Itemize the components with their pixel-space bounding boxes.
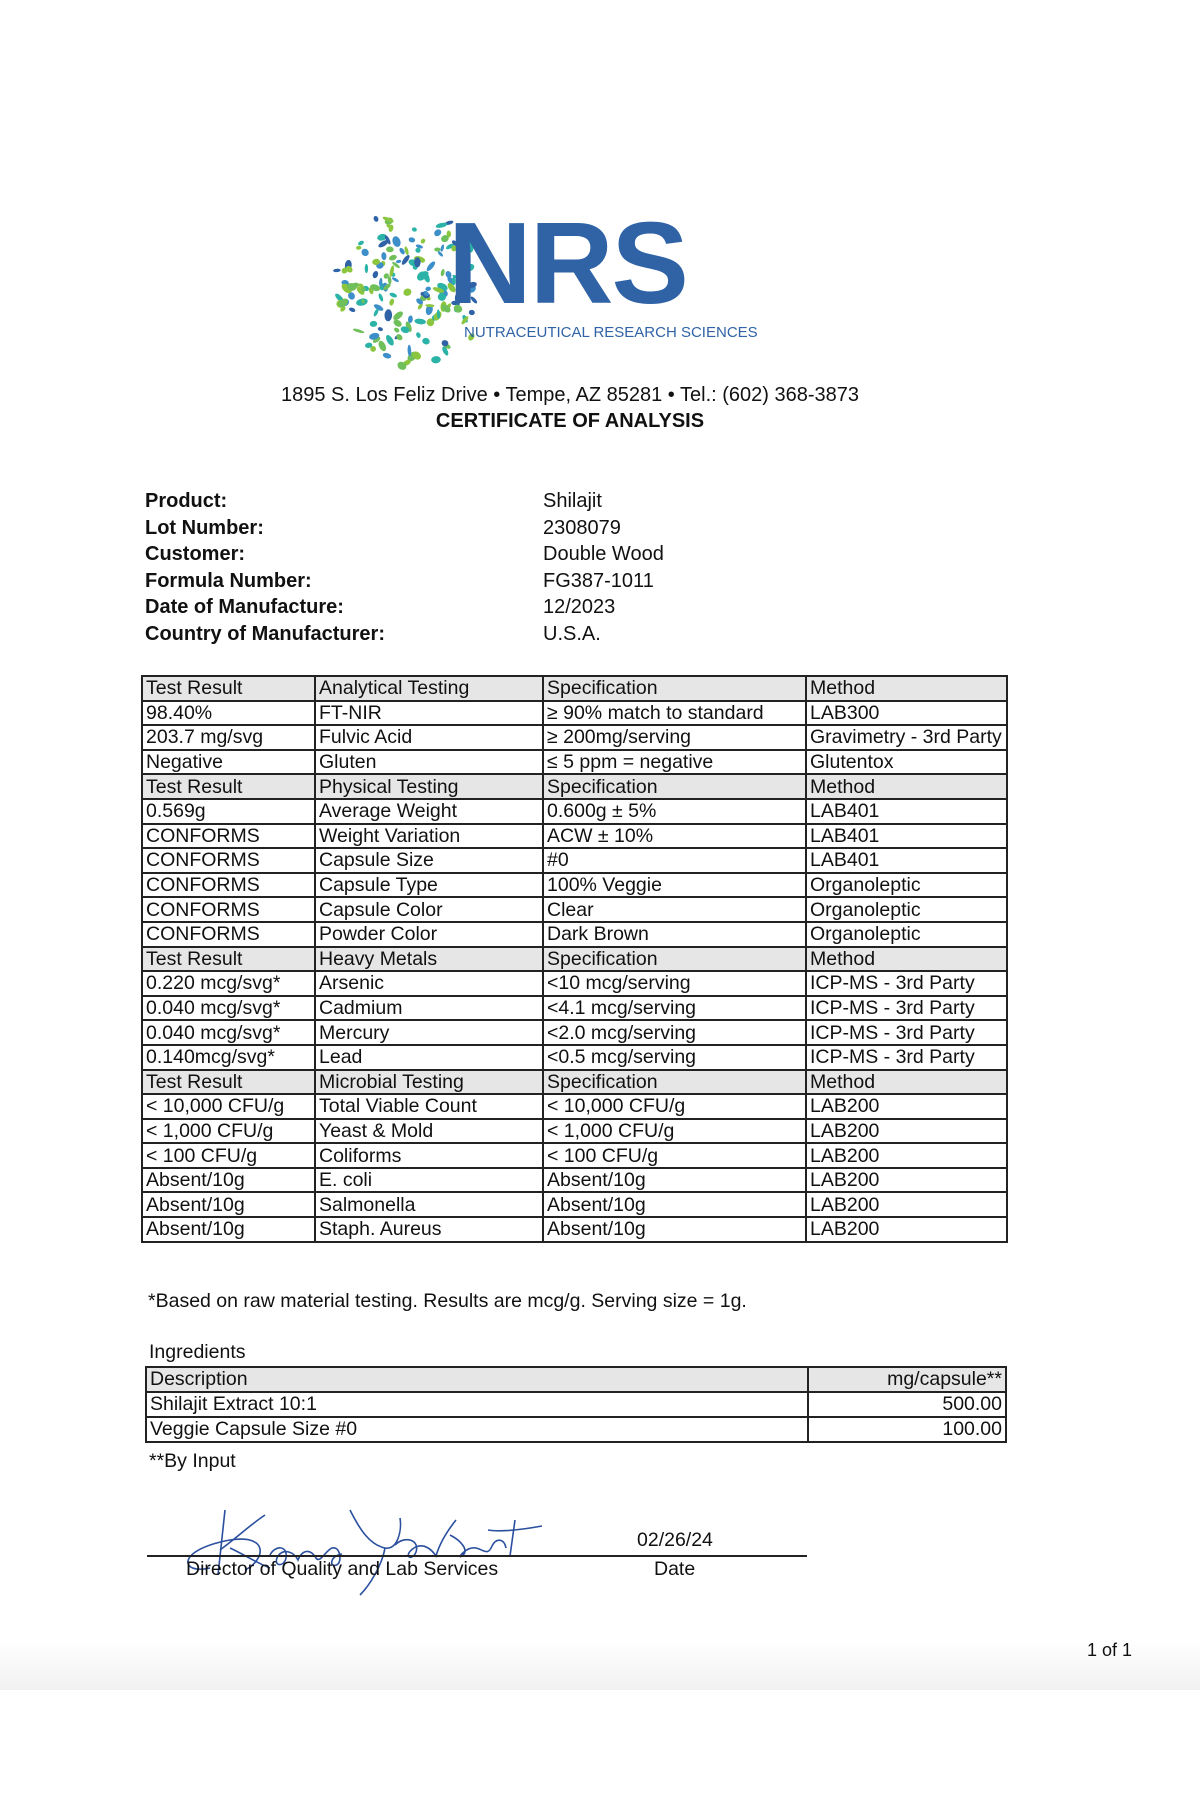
logo-capsule-dot xyxy=(440,244,445,252)
specification-cell: ≥ 90% match to standard xyxy=(543,701,806,726)
ingredients-table xyxy=(145,1366,1007,1443)
logo-capsule-dot xyxy=(391,235,402,248)
method-cell: Organoleptic xyxy=(806,922,1007,947)
page-number: 1 of 1 xyxy=(1087,1640,1133,1660)
info-label: Lot Number: xyxy=(145,516,264,539)
logo-capsule-dot xyxy=(425,260,436,272)
test-cell: Capsule Type xyxy=(315,873,543,898)
handwritten-signature-icon xyxy=(170,1490,560,1600)
header-cell: Test Result xyxy=(142,774,315,799)
test-cell: Average Weight xyxy=(315,799,543,824)
logo-capsule-dot xyxy=(411,227,417,233)
logo-capsule-dot xyxy=(384,309,392,321)
method-cell: LAB401 xyxy=(806,799,1007,824)
method-cell: LAB200 xyxy=(806,1119,1007,1144)
test-cell: Coliforms xyxy=(315,1143,543,1168)
table-row xyxy=(142,922,1007,947)
result-cell: Absent/10g xyxy=(142,1168,315,1193)
ingredient-description: Veggie Capsule Size #0 xyxy=(146,1417,808,1442)
test-cell: Cadmium xyxy=(315,996,543,1021)
method-cell: ICP-MS - 3rd Party xyxy=(806,971,1007,996)
info-value: 2308079 xyxy=(543,516,621,539)
logo-capsule-dot xyxy=(357,240,364,246)
logo-capsule-dot xyxy=(353,328,365,334)
table-row xyxy=(142,996,1007,1021)
header-cell: Specification xyxy=(543,1070,806,1095)
header-cell: Method xyxy=(806,1070,1007,1095)
table-row xyxy=(142,701,1007,726)
header-cell: Microbial Testing xyxy=(315,1070,543,1095)
result-cell: 98.40% xyxy=(142,701,315,726)
logo-capsule-dot xyxy=(415,332,421,339)
logo-capsule-dot xyxy=(348,307,356,313)
specification-cell: #0 xyxy=(543,848,806,873)
table-row xyxy=(142,848,1007,873)
logo-capsule-dot xyxy=(377,340,388,353)
header-cell: Specification xyxy=(543,947,806,972)
ingredient-amount: 500.00 xyxy=(808,1392,1006,1417)
table-row xyxy=(142,824,1007,849)
logo-capsule-dot xyxy=(333,268,341,272)
specification-cell: ACW ± 10% xyxy=(543,824,806,849)
test-cell: E. coli xyxy=(315,1168,543,1193)
table-row xyxy=(142,873,1007,898)
logo-capsule-dot xyxy=(360,247,370,257)
logo-capsule-dot xyxy=(378,293,385,302)
specification-cell: 0.600g ± 5% xyxy=(543,799,806,824)
method-cell: Glutentox xyxy=(806,750,1007,775)
result-cell: CONFORMS xyxy=(142,922,315,947)
method-cell: LAB200 xyxy=(806,1094,1007,1119)
table-row xyxy=(142,897,1007,922)
header-cell: Specification xyxy=(543,774,806,799)
logo-capsule-dot xyxy=(381,252,387,260)
result-cell: < 1,000 CFU/g xyxy=(142,1119,315,1144)
info-value: Shilajit xyxy=(543,490,602,512)
specification-cell: < 1,000 CFU/g xyxy=(543,1119,806,1144)
method-cell: LAB200 xyxy=(806,1168,1007,1193)
logo-capsule-dot xyxy=(370,321,378,328)
result-cell: Absent/10g xyxy=(142,1217,315,1242)
result-cell: CONFORMS xyxy=(142,873,315,898)
info-value: U.S.A. xyxy=(543,622,601,645)
logo-capsule-dot xyxy=(356,245,362,250)
specification-cell: Absent/10g xyxy=(543,1217,806,1242)
logo-capsule-dot xyxy=(382,352,392,359)
logo-capsule-dot xyxy=(392,310,405,322)
info-label: Product: xyxy=(145,490,228,512)
info-value: 12/2023 xyxy=(543,596,616,618)
info-label: Customer: xyxy=(145,543,246,565)
ingredients-label: Ingredients xyxy=(149,1341,246,1363)
method-cell: Gravimetry - 3rd Party xyxy=(806,725,1007,750)
test-cell: Yeast & Mold xyxy=(315,1119,543,1144)
logo-capsule-dot xyxy=(372,270,380,279)
specification-cell: < 10,000 CFU/g xyxy=(543,1094,806,1119)
signature-date: 02/26/24 xyxy=(637,1529,713,1551)
logo-capsule-dot xyxy=(365,264,368,273)
method-cell: LAB401 xyxy=(806,824,1007,849)
ingredient-row xyxy=(146,1392,1006,1417)
specification-cell: <0.5 mcg/serving xyxy=(543,1045,806,1070)
ingredient-description: Shilajit Extract 10:1 xyxy=(146,1392,808,1417)
result-cell: CONFORMS xyxy=(142,897,315,922)
signature-role: Director of Quality and Lab Services xyxy=(186,1558,499,1580)
logo-capsule-dot xyxy=(433,228,443,238)
logo-capsule-dot xyxy=(389,292,398,299)
info-value: Double Wood xyxy=(543,543,664,565)
header-cell: Specification xyxy=(543,676,806,701)
result-cell: 0.040 mcg/svg* xyxy=(142,996,315,1021)
logo-capsule-dot xyxy=(388,254,397,262)
specification-cell: ≤ 5 ppm = negative xyxy=(543,750,806,775)
result-cell: 0.140mcg/svg* xyxy=(142,1045,315,1070)
ingredients-header-row xyxy=(146,1367,1006,1392)
page-bottom-shadow xyxy=(0,1640,1200,1690)
header-cell: Method xyxy=(806,676,1007,701)
logo-capsule-dot xyxy=(425,304,434,307)
logo-capsule-dot xyxy=(393,327,400,334)
logo-capsule-dot xyxy=(415,248,421,253)
ingredients-footnote: **By Input xyxy=(149,1450,236,1472)
table-row xyxy=(142,799,1007,824)
test-cell: Powder Color xyxy=(315,922,543,947)
info-label: Country of Manufacturer: xyxy=(145,622,385,645)
header-cell: Test Result xyxy=(142,1070,315,1095)
header-cell: Test Result xyxy=(142,947,315,972)
logo-capsule-dot xyxy=(414,257,420,267)
header-cell: Heavy Metals xyxy=(315,947,543,972)
method-cell: LAB300 xyxy=(806,701,1007,726)
results-footnote: *Based on raw material testing. Results are mcg/g. Serving size = 1g. xyxy=(148,1290,747,1312)
logo-capsule-dot xyxy=(384,334,395,347)
logo-capsule-dot xyxy=(402,287,413,297)
header-cell: Physical Testing xyxy=(315,774,543,799)
result-cell: 0.569g xyxy=(142,799,315,824)
specification-cell: <2.0 mcg/serving xyxy=(543,1020,806,1045)
test-cell: Lead xyxy=(315,1045,543,1070)
logo-capsule-dot xyxy=(377,326,383,331)
header-cell: Method xyxy=(806,947,1007,972)
result-cell: 0.040 mcg/svg* xyxy=(142,1020,315,1045)
logo-capsule-dot xyxy=(389,298,395,306)
logo-capsule-dot xyxy=(421,337,430,345)
specification-cell: Clear xyxy=(543,897,806,922)
test-cell: Weight Variation xyxy=(315,824,543,849)
ingredient-row xyxy=(146,1417,1006,1442)
method-cell: LAB401 xyxy=(806,848,1007,873)
viewer-background xyxy=(0,1690,1200,1800)
header-cell: Analytical Testing xyxy=(315,676,543,701)
specification-cell: Dark Brown xyxy=(543,922,806,947)
test-cell: Gluten xyxy=(315,750,543,775)
result-cell: CONFORMS xyxy=(142,848,315,873)
logo-capsule-dot xyxy=(408,237,416,244)
method-cell: ICP-MS - 3rd Party xyxy=(806,1045,1007,1070)
test-cell: Capsule Size xyxy=(315,848,543,873)
result-cell: < 100 CFU/g xyxy=(142,1143,315,1168)
method-cell: LAB200 xyxy=(806,1143,1007,1168)
logo-capsule-dot xyxy=(373,303,384,312)
info-label: Formula Number: xyxy=(145,569,312,592)
table-row xyxy=(142,1045,1007,1070)
method-cell: Organoleptic xyxy=(806,873,1007,898)
header-cell: Method xyxy=(806,774,1007,799)
logo-subtitle: NUTRACEUTICAL RESEARCH SCIENCES xyxy=(464,324,758,341)
info-label: Date of Manufacture: xyxy=(145,596,344,618)
section-header-row xyxy=(142,947,1007,972)
specification-cell: 100% Veggie xyxy=(543,873,806,898)
test-cell: Capsule Color xyxy=(315,897,543,922)
table-row xyxy=(142,750,1007,775)
test-cell: Mercury xyxy=(315,1020,543,1045)
lab-address: 1895 S. Los Feliz Drive • Tempe, AZ 85281 • Tel.: (602) 368-3873 xyxy=(280,384,860,406)
method-cell: LAB200 xyxy=(806,1217,1007,1242)
result-cell: 0.220 mcg/svg* xyxy=(142,971,315,996)
test-cell: Fulvic Acid xyxy=(315,725,543,750)
logo-capsule-dot xyxy=(386,246,394,252)
document-title: CERTIFICATE OF ANALYSIS xyxy=(435,410,705,432)
logo-capsule-dot xyxy=(425,286,431,291)
section-header-row xyxy=(142,774,1007,799)
logo-capsule-dot xyxy=(400,254,411,266)
table-row xyxy=(142,1217,1007,1242)
results-table xyxy=(141,675,1008,1243)
result-cell: CONFORMS xyxy=(142,824,315,849)
logo-capsule-dot xyxy=(373,215,380,222)
result-cell: Negative xyxy=(142,750,315,775)
logo-capsule-dot xyxy=(414,318,426,325)
specification-cell: <4.1 mcg/serving xyxy=(543,996,806,1021)
test-cell: Salmonella xyxy=(315,1192,543,1217)
test-cell: Staph. Aureus xyxy=(315,1217,543,1242)
specification-cell: Absent/10g xyxy=(543,1168,806,1193)
table-row xyxy=(142,1168,1007,1193)
result-cell: < 10,000 CFU/g xyxy=(142,1094,315,1119)
specification-cell: ≥ 200mg/serving xyxy=(543,725,806,750)
logo-capsule-dot xyxy=(434,247,440,251)
table-row xyxy=(142,1192,1007,1217)
logo-capsule-dot xyxy=(396,259,402,263)
test-cell: Total Viable Count xyxy=(315,1094,543,1119)
test-cell: Arsenic xyxy=(315,971,543,996)
header-cell: mg/capsule** xyxy=(808,1367,1006,1392)
header-cell: Test Result xyxy=(142,676,315,701)
table-row xyxy=(142,1020,1007,1045)
signature-date-label: Date xyxy=(654,1558,696,1580)
method-cell: ICP-MS - 3rd Party xyxy=(806,1020,1007,1045)
logo-capsule-dot xyxy=(440,269,445,277)
ingredient-amount: 100.00 xyxy=(808,1417,1006,1442)
logo-capsule-dot xyxy=(404,246,410,256)
logo-capsule-dot xyxy=(391,276,399,282)
specification-cell: Absent/10g xyxy=(543,1192,806,1217)
table-row xyxy=(142,1119,1007,1144)
header-cell: Description xyxy=(146,1367,808,1392)
logo-capsule-dot xyxy=(431,356,441,364)
info-value: FG387-1011 xyxy=(543,569,654,592)
section-header-row xyxy=(142,1070,1007,1095)
result-cell: Absent/10g xyxy=(142,1192,315,1217)
method-cell: ICP-MS - 3rd Party xyxy=(806,996,1007,1021)
logo-capsule-dot xyxy=(420,238,426,245)
method-cell: LAB200 xyxy=(806,1192,1007,1217)
signature-line xyxy=(147,1555,807,1557)
table-row xyxy=(142,971,1007,996)
table-row xyxy=(142,1094,1007,1119)
logo-capsule-dot xyxy=(392,318,403,328)
specification-cell: < 100 CFU/g xyxy=(543,1143,806,1168)
test-cell: FT-NIR xyxy=(315,701,543,726)
section-header-row xyxy=(142,676,1007,701)
result-cell: 203.7 mg/svg xyxy=(142,725,315,750)
method-cell: Organoleptic xyxy=(806,897,1007,922)
table-row xyxy=(142,1143,1007,1168)
table-row xyxy=(142,725,1007,750)
logo-wordmark: NRS xyxy=(448,198,687,328)
specification-cell: <10 mcg/serving xyxy=(543,971,806,996)
